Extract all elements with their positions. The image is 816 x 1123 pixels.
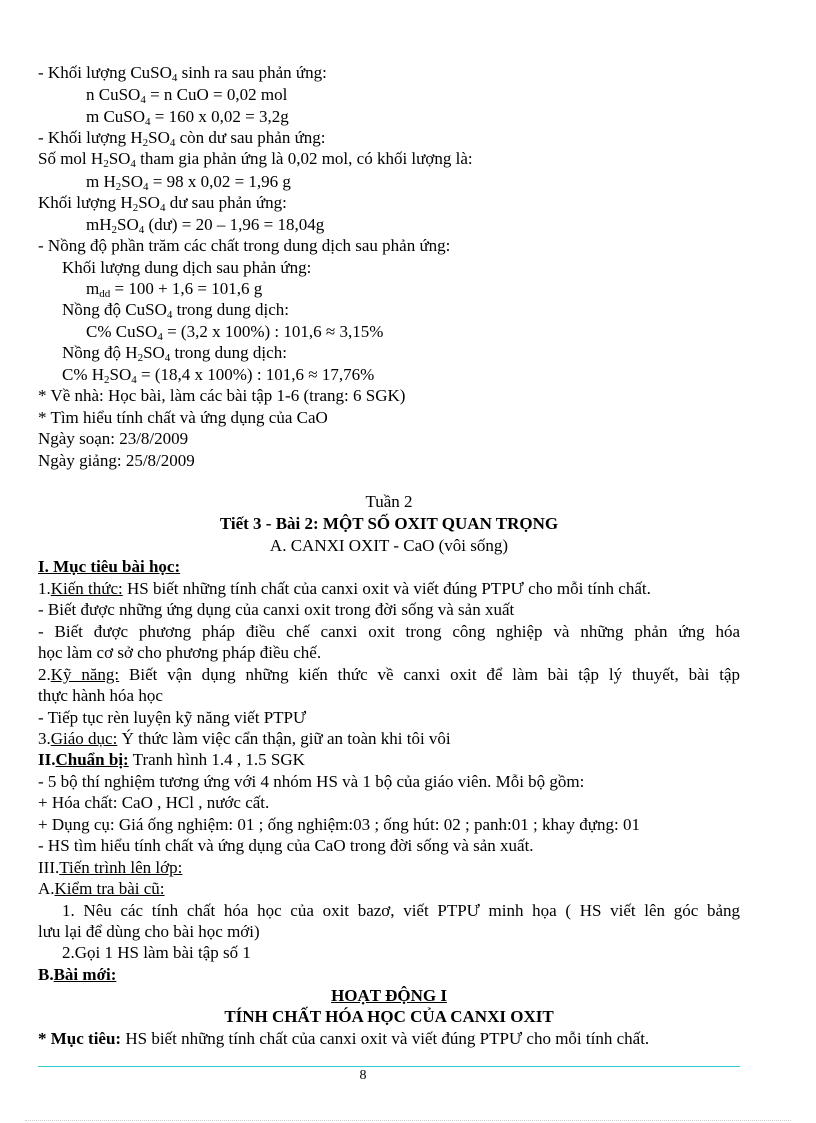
text-line: Nồng độ $H_2SO_4$ trong dung dịch: <box>62 343 287 364</box>
equation-line: $mH_2SO_4$ (dư) = 20 – 1,96 = 18,04g <box>86 215 325 236</box>
text-line: - 5 bộ thí nghiệm tương ứng với 4 nhóm HS và 1 bộ của giáo viên. Mỗi bộ gồm: <box>38 772 585 791</box>
section-heading: I. Mục tiêu bài học: <box>38 557 181 576</box>
text-line: Khối lượng dung dịch sau phản ứng: <box>62 258 312 277</box>
objective-line: * Mục tiêu: HS biết những tính chất của canxi oxit và viết đúng PTPƯ cho mỗi tính chất. <box>38 1029 650 1048</box>
lesson-title: Tiết 3 - Bài 2: MỘT SỐ OXIT QUAN TRỌNG <box>219 514 559 533</box>
equation-line: C% CuSO$_4$ = (3,2 x 100%) : 101,6 ≈ 3,15% <box>86 322 384 343</box>
text-line: - Biết được những ứng dụng của canxi oxit trong đời sống và sản xuất <box>38 600 515 619</box>
text-line: thực hành hóa học <box>38 686 163 705</box>
week-heading: Tuần 2 <box>365 492 413 511</box>
text-line: 1. Nêu các tính chất hóa học của oxit bazơ, viết PTPƯ minh họa ( HS viết lên góc bảng <box>62 901 740 920</box>
text-line: Nồng độ CuSO$_4$ trong dung dịch: <box>62 300 289 321</box>
section-heading: A.Kiểm tra bài cũ: <box>38 879 165 898</box>
text-line: + Hóa chất: CaO , HCl , nước cất. <box>38 793 270 812</box>
activity-subtitle: TÍNH CHẤT HÓA HỌC CỦA CANXI OXIT <box>224 1007 554 1026</box>
page-edge-divider <box>25 1120 791 1121</box>
equation-line: C% $H_2SO_4 = (18,4$ x 100%) : 101,6 ≈ 17,76% <box>62 365 375 386</box>
equation-line: $m_{dd} = 100 + 1,6 = 101,6$ g <box>86 279 263 300</box>
text-line: Số mol $H_2SO_4$ tham gia phản ứng là 0,02 mol, có khối lượng là: <box>38 149 473 170</box>
date-taught: Ngày giảng: 25/8/2009 <box>38 451 195 470</box>
activity-title: HOẠT ĐỘNG I <box>331 986 447 1005</box>
text-line: - Khối lượng $H_2SO_4$ còn dư sau phản ứng: <box>38 128 326 149</box>
homework-line: * Về nhà: Học bài, làm các bài tập 1-6 (trang: 6 SGK) <box>38 386 406 405</box>
text-line: 2.Gọi 1 HS làm bài tập số 1 <box>62 943 251 962</box>
text-line: + Dụng cụ: Giá ống nghiệm: 01 ; ống nghiệm:03 ; ống hút: 02 ; panh:01 ; khay đựng: 01 <box>38 815 640 834</box>
text-line: II.Chuẩn bị: Tranh hình 1.4 , 1.5 SGK <box>38 750 305 769</box>
footer-rule <box>38 1066 740 1067</box>
equation-line: n CuSO$_4$ = n CuO = 0,02 mol <box>86 85 288 106</box>
section-heading: B.Bài mới: <box>38 965 117 984</box>
text-line: - Biết được phương pháp điều chế canxi oxit trong công nghiệp và những phản ứng hóa <box>38 622 740 641</box>
section-heading: III.Tiến trình lên lớp: <box>38 858 183 877</box>
text-line: học làm cơ sở cho phương pháp điều chế. <box>38 643 322 662</box>
text-line: - HS tìm hiểu tính chất và ứng dụng của CaO trong đời sống và sản xuất. <box>38 836 534 855</box>
text-line: Khối lượng $H_2SO_4$ dư sau phản ứng: <box>38 193 287 214</box>
text-line: - Nồng độ phần trăm các chất trong dung dịch sau phản ứng: <box>38 236 451 255</box>
page-number: 8 <box>359 1068 367 1083</box>
text-line: lưu lại để dùng cho bài học mới) <box>38 922 260 941</box>
text-line: 1.Kiến thức: HS biết những tính chất của canxi oxit và viết đúng PTPƯ cho mỗi tính chất. <box>38 579 651 598</box>
text-line: 3.Giáo dục: Ý thức làm việc cẩn thận, giữ an toàn khi tôi vôi <box>38 729 451 748</box>
lesson-subtitle: A. CANXI OXIT - CaO (vôi sống) <box>269 536 509 555</box>
text-line: - Khối lượng CuSO$_4$ sinh ra sau phản ứng: <box>38 63 327 84</box>
date-prepared: Ngày soạn: 23/8/2009 <box>38 429 189 448</box>
text-line: - Tiếp tục rèn luyện kỹ năng viết PTPƯ <box>38 708 307 727</box>
text-line: 2.Kỹ năng: Biết vận dụng những kiến thức về canxi oxit để làm bài tập lý thuyết, bài tập <box>38 665 740 684</box>
equation-line: m CuSO$_4$ = 160 x 0,02 = 3,2g <box>86 107 289 128</box>
homework-line: * Tìm hiểu tính chất và ứng dụng của CaO <box>38 408 328 427</box>
equation-line: m $H_2SO_4 = 98$ x 0,02 = 1,96 g <box>86 172 291 193</box>
